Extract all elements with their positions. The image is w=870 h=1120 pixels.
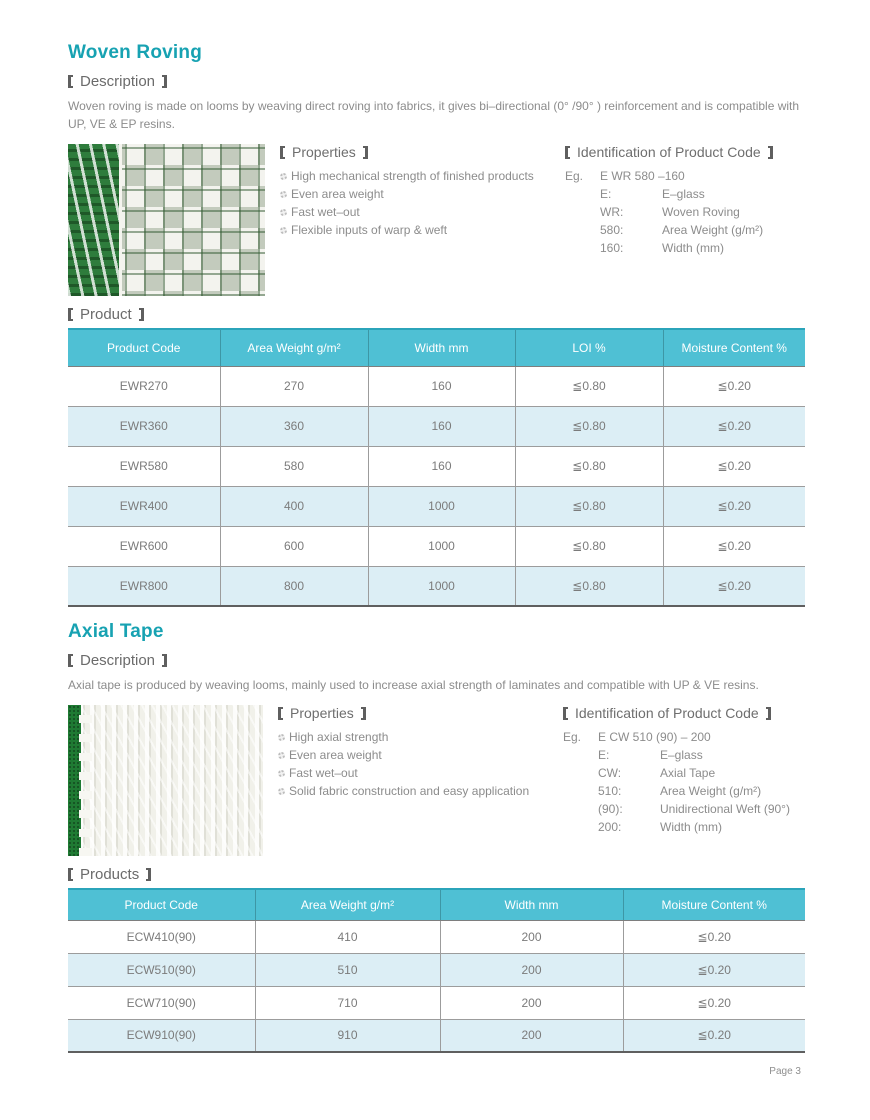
description-heading <box>68 73 805 90</box>
table-cell: ≦0.80 <box>515 406 663 446</box>
table-cell: ≦0.20 <box>663 566 805 606</box>
woven-roving-identification <box>565 144 805 257</box>
gear-bullet-icon <box>280 209 287 216</box>
table-cell: 1000 <box>368 486 515 526</box>
code-value: Area Weight (g/m²) <box>660 784 762 798</box>
table-cell: 910 <box>255 1019 440 1052</box>
code-value: Width (mm) <box>660 820 722 834</box>
bracket-left-icon <box>68 654 73 667</box>
table-cell: ≦0.20 <box>623 953 805 986</box>
bracket-left-icon <box>68 308 73 321</box>
table-cell: ≦0.20 <box>663 526 805 566</box>
table-cell: EWR580 <box>68 446 220 486</box>
table-row <box>68 526 805 566</box>
table-cell: ECW410(90) <box>68 920 255 953</box>
code-value: E–glass <box>662 187 705 201</box>
table-cell: 270 <box>220 366 368 406</box>
table-cell: 160 <box>368 366 515 406</box>
property-label: High axial strength <box>289 730 389 744</box>
table-cell: 710 <box>255 986 440 1019</box>
table-cell: 510 <box>255 953 440 986</box>
table-cell: ≦0.80 <box>515 526 663 566</box>
table-cell: 1000 <box>368 526 515 566</box>
table-header-row <box>68 889 805 920</box>
bracket-right-icon <box>363 146 368 159</box>
indent-spacer <box>565 221 600 239</box>
axial-tape-photo-tufts <box>79 705 92 856</box>
table-cell: ECW910(90) <box>68 1019 255 1052</box>
table-row <box>68 920 805 953</box>
indent-spacer <box>563 746 598 764</box>
indent-spacer <box>563 818 598 836</box>
axial-tape-fabric-photo <box>68 705 263 856</box>
code-key: 510: <box>598 784 622 798</box>
column-header: LOI % <box>515 329 663 366</box>
bracket-right-icon <box>162 75 167 88</box>
bracket-right-icon <box>139 308 144 321</box>
identification-heading <box>563 705 805 721</box>
indent-spacer <box>563 800 598 818</box>
column-header: Area Weight g/m² <box>255 889 440 920</box>
product-table-heading <box>68 306 805 323</box>
products-table-heading <box>68 866 805 883</box>
table-cell: ≦0.20 <box>623 986 805 1019</box>
bracket-left-icon <box>68 868 73 881</box>
table-cell: 410 <box>255 920 440 953</box>
properties-heading <box>278 705 558 721</box>
code-key: CW: <box>598 766 622 780</box>
table-cell: ≦0.20 <box>623 920 805 953</box>
table-cell: ≦0.20 <box>663 406 805 446</box>
code-value: E–glass <box>660 748 703 762</box>
code-value: Woven Roving <box>662 205 740 219</box>
gear-bullet-icon <box>280 191 287 198</box>
column-header: Width mm <box>368 329 515 366</box>
table-header-row <box>68 329 805 366</box>
woven-roving-properties <box>280 144 560 239</box>
gear-bullet-icon <box>280 227 287 234</box>
property-label: Fast wet–out <box>291 205 360 219</box>
code-value: Width (mm) <box>662 241 724 255</box>
axial-tape-identification <box>563 705 805 836</box>
code-value: Axial Tape <box>660 766 716 780</box>
woven-roving-product-table <box>68 328 805 607</box>
eg-label: Eg. <box>565 169 584 183</box>
eg-label: Eg. <box>563 730 582 744</box>
identification-heading <box>565 144 805 160</box>
table-cell: 160 <box>368 406 515 446</box>
table-cell: 200 <box>440 953 623 986</box>
code-value: Unidirectional Weft (90°) <box>660 802 790 816</box>
woven-roving-description: Woven roving is made on looms by weaving direct roving into fabrics, it gives bi–directional (0° /90° ) reinforcement and is compatible with UP, VE & EP resins. <box>68 99 800 131</box>
table-cell: 160 <box>368 446 515 486</box>
axial-tape-description: Axial tape is produced by weaving looms, mainly used to increase axial strength of laminates and compatible with UP & VE resins. <box>68 678 759 692</box>
gear-bullet-icon <box>278 770 285 777</box>
products-table-heading-label: Products <box>80 866 140 883</box>
woven-roving-fabric-photo <box>68 144 265 296</box>
property-item <box>280 185 560 203</box>
table-row <box>68 953 805 986</box>
table-row <box>68 366 805 406</box>
column-header: Product Code <box>68 889 255 920</box>
indent-spacer <box>563 764 598 782</box>
gear-bullet-icon <box>280 173 287 180</box>
table-row <box>68 986 805 1019</box>
table-row <box>68 1019 805 1052</box>
identification-heading-label: Identification of Product Code <box>577 144 761 160</box>
table-cell: 580 <box>220 446 368 486</box>
description-heading <box>68 652 805 669</box>
indent-spacer <box>563 782 598 800</box>
indent-spacer <box>565 203 600 221</box>
axial-tape-properties <box>278 705 558 800</box>
table-row <box>68 566 805 606</box>
table-cell: 360 <box>220 406 368 446</box>
bracket-right-icon <box>361 707 366 720</box>
property-label: Even area weight <box>291 187 384 201</box>
product-table-heading-label: Product <box>80 306 132 323</box>
table-cell: ECW710(90) <box>68 986 255 1019</box>
property-item <box>280 221 560 239</box>
properties-heading-label: Properties <box>290 705 354 721</box>
code-key: (90): <box>598 802 623 816</box>
table-cell: EWR270 <box>68 366 220 406</box>
property-item <box>278 746 558 764</box>
table-row <box>68 446 805 486</box>
bracket-left-icon <box>565 146 570 159</box>
column-header: Area Weight g/m² <box>220 329 368 366</box>
table-cell: ≦0.80 <box>515 446 663 486</box>
table-cell: 600 <box>220 526 368 566</box>
table-cell: ≦0.80 <box>515 566 663 606</box>
product-code-example: E CW 510 (90) – 200 <box>598 730 711 744</box>
axial-tape-products-table <box>68 888 805 1053</box>
bracket-right-icon <box>162 654 167 667</box>
bracket-left-icon <box>278 707 283 720</box>
properties-heading-label: Properties <box>292 144 356 160</box>
property-label: Fast wet–out <box>289 766 358 780</box>
indent-spacer <box>565 239 600 257</box>
property-label: Flexible inputs of warp & weft <box>291 223 448 237</box>
table-cell: ≦0.20 <box>663 366 805 406</box>
property-item <box>280 167 560 185</box>
gear-bullet-icon <box>278 734 285 741</box>
bracket-left-icon <box>68 75 73 88</box>
code-key: E: <box>600 187 612 201</box>
property-item <box>278 782 558 800</box>
table-cell: EWR360 <box>68 406 220 446</box>
property-label: Even area weight <box>289 748 382 762</box>
identification-heading-label: Identification of Product Code <box>575 705 759 721</box>
table-cell: ≦0.80 <box>515 366 663 406</box>
property-item <box>280 203 560 221</box>
table-cell: ≦0.20 <box>663 446 805 486</box>
table-row <box>68 486 805 526</box>
page-number: Page 3 <box>769 1066 801 1077</box>
column-header: Moisture Content % <box>623 889 805 920</box>
description-heading-label: Description <box>80 652 156 669</box>
table-cell: ECW510(90) <box>68 953 255 986</box>
section-title-axial-tape: Axial Tape <box>68 621 164 642</box>
column-header: Width mm <box>440 889 623 920</box>
bracket-right-icon <box>146 868 151 881</box>
properties-heading <box>280 144 560 160</box>
code-key: WR: <box>600 205 624 219</box>
code-value: Area Weight (g/m²) <box>662 223 764 237</box>
gear-bullet-icon <box>278 752 285 759</box>
table-cell: 200 <box>440 1019 623 1052</box>
product-code-example: E WR 580 –160 <box>600 169 685 183</box>
table-cell: 200 <box>440 986 623 1019</box>
code-key: 580: <box>600 223 624 237</box>
table-cell: 1000 <box>368 566 515 606</box>
description-heading-label: Description <box>80 73 156 90</box>
bracket-left-icon <box>280 146 285 159</box>
table-cell: EWR600 <box>68 526 220 566</box>
table-cell: EWR400 <box>68 486 220 526</box>
table-cell: 800 <box>220 566 368 606</box>
table-cell: 200 <box>440 920 623 953</box>
bracket-left-icon <box>563 707 568 720</box>
bracket-right-icon <box>768 146 773 159</box>
property-label: Solid fabric construction and easy application <box>289 784 530 798</box>
section-title-woven-roving: Woven Roving <box>68 42 202 63</box>
indent-spacer <box>565 185 600 203</box>
table-cell: ≦0.20 <box>663 486 805 526</box>
table-row <box>68 406 805 446</box>
code-key: E: <box>598 748 610 762</box>
woven-roving-photo-selvage <box>68 144 122 296</box>
table-cell: EWR800 <box>68 566 220 606</box>
table-cell: ≦0.20 <box>623 1019 805 1052</box>
column-header: Product Code <box>68 329 220 366</box>
bracket-right-icon <box>766 707 771 720</box>
table-cell: 400 <box>220 486 368 526</box>
code-key: 160: <box>600 241 624 255</box>
gear-bullet-icon <box>278 788 285 795</box>
column-header: Moisture Content % <box>663 329 805 366</box>
property-label: High mechanical strength of finished products <box>291 169 534 183</box>
table-cell: ≦0.80 <box>515 486 663 526</box>
property-item <box>278 728 558 746</box>
code-key: 200: <box>598 820 622 834</box>
property-item <box>278 764 558 782</box>
